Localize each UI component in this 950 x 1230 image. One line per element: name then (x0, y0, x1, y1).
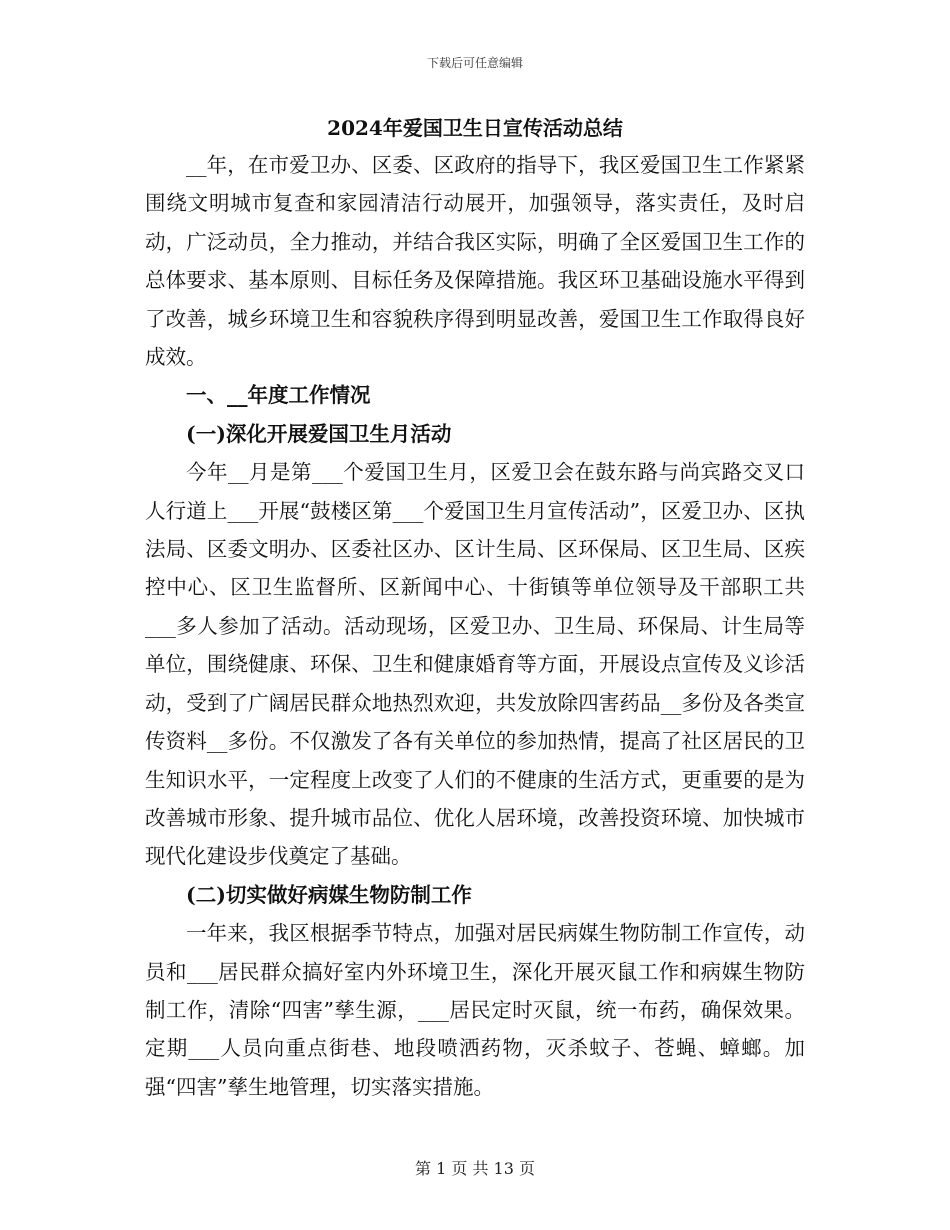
document-body (145, 110, 805, 1106)
subsection-heading-2: (二)切实做好病媒生物防制工作 (186, 882, 472, 907)
page-number-footer: 第 1 页 共 13 页 (415, 1159, 535, 1178)
header-note: 下载后可任意编辑 (426, 56, 523, 70)
subsection-1-paragraph: 今年__月是第___个爱国卫生月，区爱卫会在鼓东路与尚宾路交叉口人行道上___开展“鼓楼区第___个爱国卫生月宣传活动”，区爱卫办、区执法局、区委文明办、区委社区办、区计生局、区环保局、区卫生局、区疾控中心、区卫生监督所、区新闻中心、十街镇等单位领导及干部职工共___多人参加了活动。活动现场，区爱卫办、卫生局、环保局、计生局等单位，围绕健康、环保、卫生和健康婚育等方面，开展设点宣传及义诊活动，受到了广阔居民群众地热烈欢迎，共发放除四害药品__多份及各类宣传资料__多份。不仅激发了各有关单位的参加热情，提高了社区居民的卫生知识水平，一定程度上改变了人们的不健康的生活方式，更重要的是为改善城市形象、提升城市品位、优化人居环境，改善投资环境、加快城市现代化建设步伐奠定了基础。 (145, 460, 805, 869)
subsection-2-paragraph: 一年来，我区根据季节特点，加强对居民病媒生物防制工作宣传，动员和___居民群众搞好室内外环境卫生，深化开展灭鼠工作和病媒生物防制工作，清除“四害”孳生源，___居民定时灭鼠，统一布药，确保效果。定期___人员向重点街巷、地段喷洒药物，灭杀蚊子、苍蝇、蟑螂。加强“四害”孳生地管理，切实落实措施。 (145, 921, 805, 1099)
intro-paragraph: __年，在市爱卫办、区委、区政府的指导下，我区爱国卫生工作紧紧围绕文明城市复查和家园清洁行动展开，加强领导，落实责任，及时启动，广泛动员，全力推动，并结合我区实际，明确了全区爱国卫生工作的总体要求、基本原则、目标任务及保障措施。我区环卫基础设施水平得到了改善，城乡环境卫生和容貌秩序得到明显改善，爱国卫生工作取得良好成效。 (145, 153, 805, 370)
subsection-heading-1: (一)深化开展爱国卫生月活动 (186, 421, 452, 446)
section-heading-1: 一、__年度工作情况 (186, 383, 371, 408)
document-title: 2024年爱国卫生日宣传活动总结 (327, 116, 623, 140)
